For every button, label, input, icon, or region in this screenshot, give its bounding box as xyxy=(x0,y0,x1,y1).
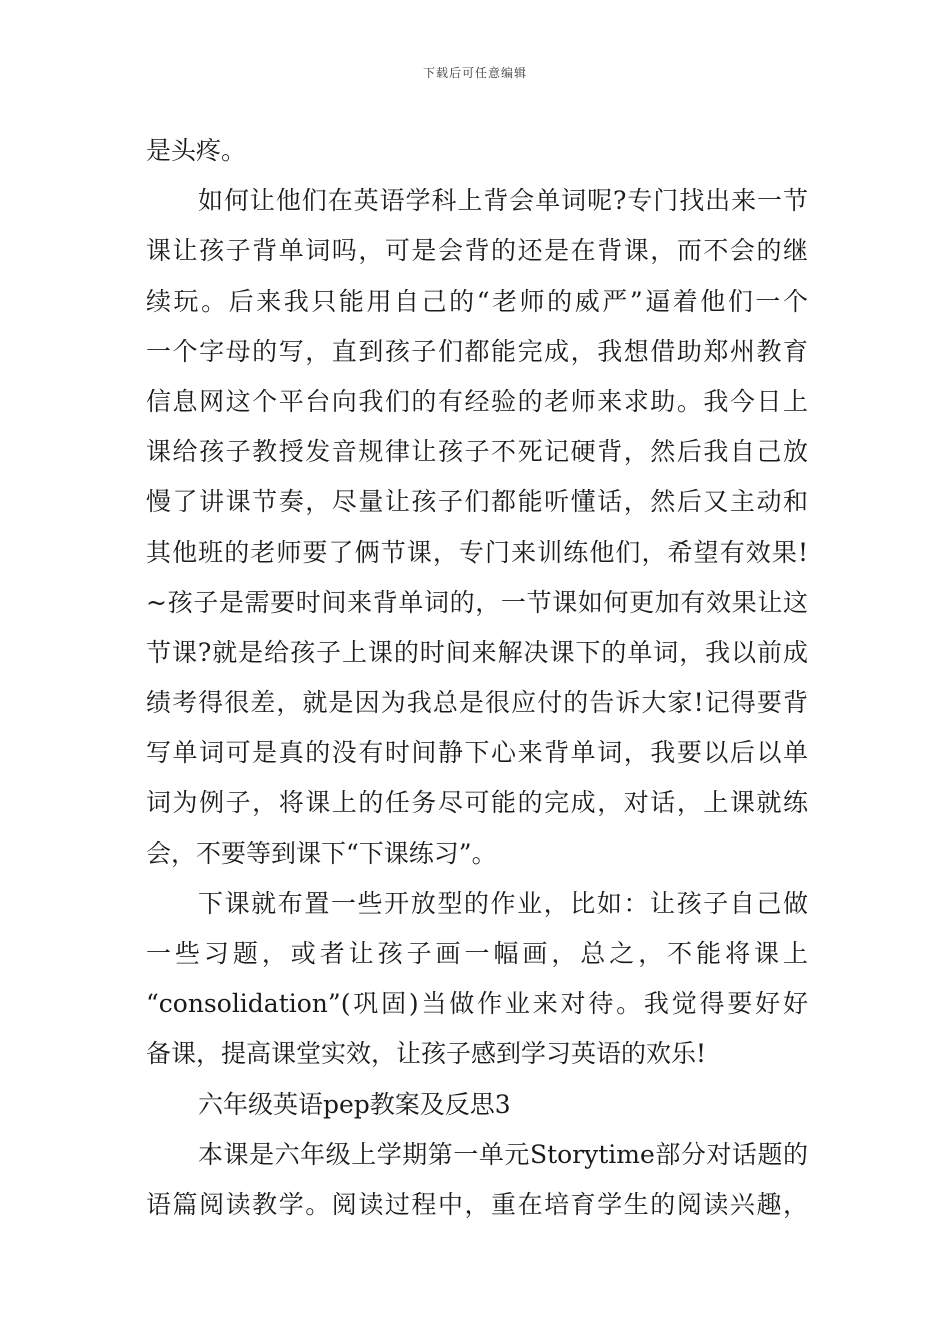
text-line: 词为例子，将课上的任务尽可能的完成，对话，上课就练 xyxy=(146,788,808,818)
text-line: ~孩子是需要时间来背单词的，一节课如何更加有效果让这 xyxy=(146,587,808,617)
text-line: 信息网这个平台向我们的有经验的老师来求助。我今日上 xyxy=(146,386,808,416)
text-line: 备课，提高课堂实效，让孩子感到学习英语的欢乐! xyxy=(146,1039,707,1069)
text-line: “consolidation”(巩固)当做作业来对待。我觉得要好好 xyxy=(146,989,808,1019)
section-heading: 六年级英语pep教案及反思3 xyxy=(198,1089,511,1119)
document-body xyxy=(146,126,808,1230)
text-line: 课给孩子教授发音规律让孩子不死记硬背，然后我自己放 xyxy=(146,437,808,467)
text-line: 一些习题，或者让孩子画一幅画，总之，不能将课上 xyxy=(146,939,808,968)
text-line: 语篇阅读教学。阅读过程中，重在培育学生的阅读兴趣， xyxy=(146,1189,808,1219)
page-header-note: 下载后可任意编辑 xyxy=(422,66,527,80)
text-line: 绩考得很差，就是因为我总是很应付的告诉大家!记得要背 xyxy=(146,688,808,718)
text-line: 其他班的老师要了俩节课，专门来训练他们，希望有效果! xyxy=(146,537,808,567)
text-line: 如何让他们在英语学科上背会单词呢?专门找出来一节 xyxy=(198,186,808,216)
text-line: 续玩。后来我只能用自己的“老师的威严”逼着他们一个 xyxy=(146,286,808,316)
text-line: 是头疼。 xyxy=(146,136,247,165)
text-line: 节课?就是给孩子上课的时间来解决课下的单词，我以前成 xyxy=(146,637,808,667)
text-line: 慢了讲课节奏，尽量让孩子们都能听懂话，然后又主动和 xyxy=(146,487,808,517)
text-line: 课让孩子背单词吗，可是会背的还是在背课，而不会的继 xyxy=(146,236,808,266)
text-line: 下课就布置一些开放型的作业，比如：让孩子自己做 xyxy=(198,888,808,918)
text-line: 本课是六年级上学期第一单元Storytime部分对话题的 xyxy=(198,1139,808,1169)
text-line: 会，不要等到课下“下课练习”。 xyxy=(146,838,497,868)
text-line: 一个字母的写，直到孩子们都能完成，我想借助郑州教育 xyxy=(146,336,808,366)
text-line: 写单词可是真的没有时间静下心来背单词，我要以后以单 xyxy=(146,738,808,768)
